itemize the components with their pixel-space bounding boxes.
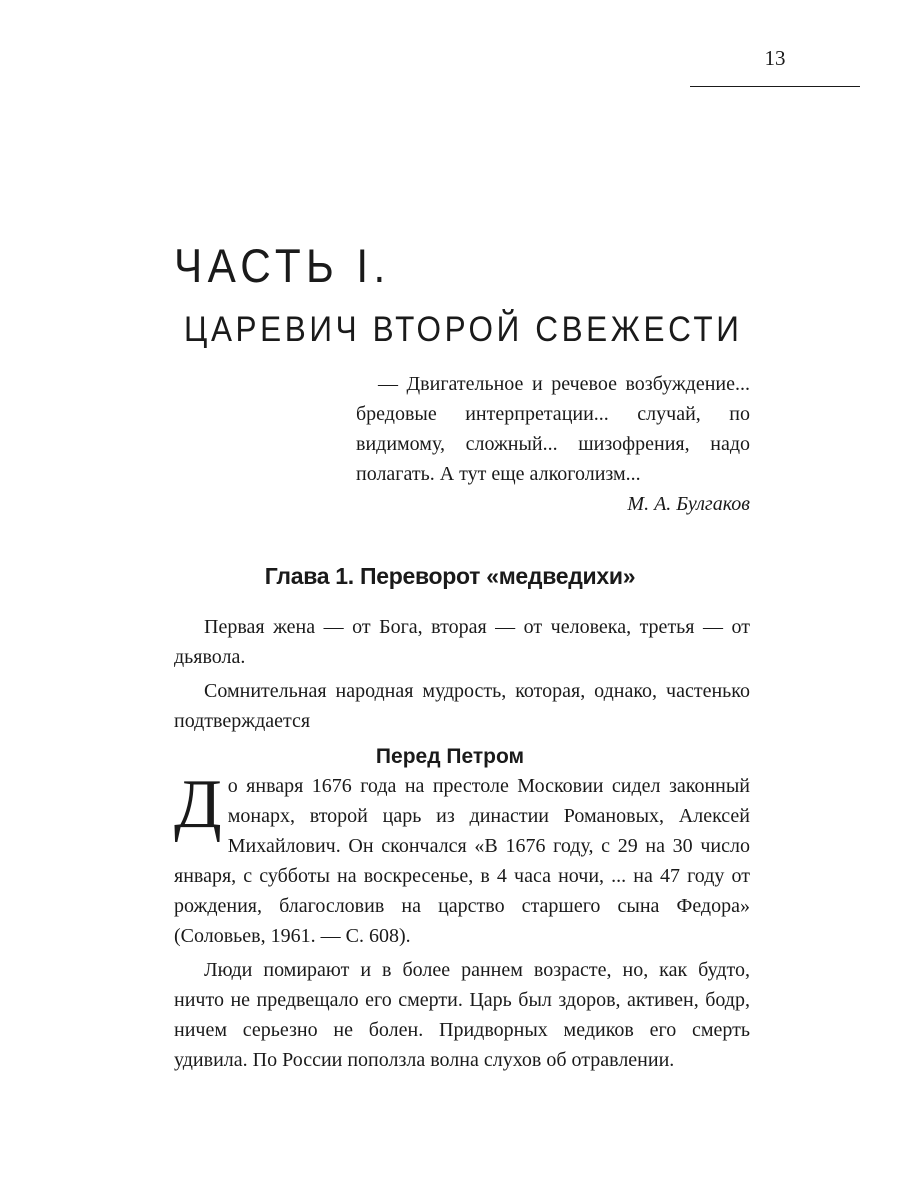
body-paragraph: Люди помирают и в более раннем возрасте, но, как будто, ничто не предвещало его смерти. Царь был здоров, активен, бодр, ничем серьезно не болен. Придворных медиков его смерть удивила. По России поползла волна слухов об отравлении.	[174, 959, 750, 1071]
epigraph-author: М. А. Булгаков	[627, 493, 750, 515]
intro-paragraph: Сомнительная народная мудрость, которая, однако, частенько подтверждается	[174, 680, 750, 732]
part-subtitle: ЦАРЕВИЧ ВТОРОЙ СВЕЖЕСТИ	[183, 310, 742, 349]
epigraph	[356, 369, 750, 519]
body-paragraph-text: о января 1676 года на престоле Московии сидел законный монарх, второй царь из династии Романовых, Алексей Михайлович. Он скончался «В 1676 году, с 29 на 30 число января, с субботы на воскресенье, в 4 часа ночи, ... на 47 году от рождения, благословив на царство старшего сына Федора» (Соловьев, 1961. — С. 608).	[174, 775, 750, 947]
header-rule	[690, 86, 860, 87]
epigraph-text: — Двигательное и речевое возбуждение... бредовые интерпретации... случай, по видимому, сложный... шизофрения, надо полагать. А тут еще алкоголизм...	[356, 373, 750, 485]
intro-paragraph: Первая жена — от Бога, вторая — от человека, третья — от дьявола.	[174, 616, 750, 668]
chapter-intro	[174, 612, 750, 736]
drop-cap: Д	[174, 766, 222, 843]
body-paragraph	[174, 766, 750, 951]
section-body	[174, 766, 750, 1075]
part-title: ЧАСТЬ I.	[174, 239, 391, 292]
chapter-title: Глава 1. Переворот «медведихи»	[264, 563, 636, 589]
section-title: Перед Петром	[375, 745, 525, 768]
page-number: 13	[764, 46, 786, 70]
